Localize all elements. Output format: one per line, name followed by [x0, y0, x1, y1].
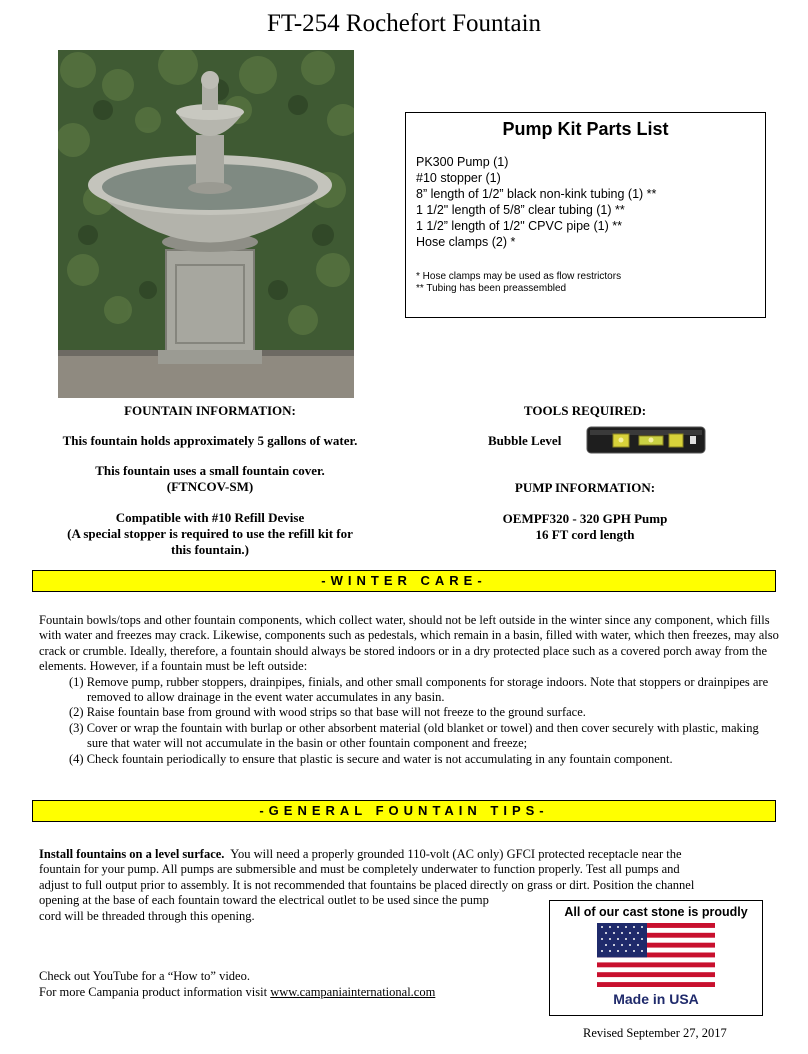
fountain-cover-code: (FTNCOV-SM): [166, 479, 254, 494]
refill-note-line2: this fountain.): [170, 542, 250, 557]
tips-line: fountain for your pump. All pumps are submersible and must be completely underwater to function properly. Test all pumps and: [39, 862, 680, 877]
parts-list: [416, 154, 656, 250]
parts-notes: [416, 271, 621, 295]
tips-lead: Install fountains on a level surface.: [39, 847, 225, 861]
winter-care-banner: -WINTER CARE-: [32, 570, 776, 592]
parts-item: PK300 Pump (1): [416, 155, 509, 169]
pump-cord-length: 16 FT cord length: [535, 527, 635, 542]
refill-compat: Compatible with #10 Refill Devise: [115, 510, 305, 525]
winter-care-intro: Fountain bowls/tops and other fountain components, which collect water, should not be left outside in the winter since any component, which fills with water and freezes may crack. Likewise, components such as pedestals, which remain in a basin, filled with water, which then freezes, may also crack or crumble. Ideally, therefore, a fountain should always be stored indoors or in a dry protected place such as a covered porch away from the elements. However, if a fountain must be left outside:: [39, 613, 779, 674]
us-flag-icon: [597, 923, 715, 992]
bubble-level-icon: [586, 424, 706, 456]
parts-item: 1 1/2” length of 1/2" CPVC pipe (1) **: [416, 219, 622, 233]
youtube-note: Check out YouTube for a “How to” video.: [39, 969, 250, 983]
parts-item: 8” length of 1/2” black non-kink tubing (1) **: [416, 187, 657, 201]
tool-bubble-level: Bubble Level: [488, 433, 562, 448]
parts-note: * Hose clamps may be used as flow restrictors: [416, 271, 622, 282]
fountain-cover-line: This fountain uses a small fountain cover.: [95, 463, 325, 478]
parts-list-heading: Pump Kit Parts List: [502, 119, 669, 139]
winter-step: (1) Remove pump, rubber stoppers, drainpipes, finials, and other small components for storage indoors. Note that stoppers or drainpipes are removed to allow drainage in the event water accumulates in any basin.: [69, 674, 769, 705]
winter-step: (3) Cover or wrap the fountain with burlap or other absorbent material (old blanket or towel) and then cover securely with plastic, making sure that water will not accumulate in the basin or other fountain component and freeze;: [69, 720, 759, 751]
made-in-usa-heading: All of our cast stone is proudly: [564, 905, 748, 919]
fountain-info-heading: FOUNTAIN INFORMATION:: [124, 403, 296, 418]
pump-kit-parts-box: [405, 112, 766, 318]
winter-step: (4) Check fountain periodically to ensure that plastic is secure and water is not accumulating in any fountain component.: [69, 751, 673, 766]
page-title: FT-254 Rochefort Fountain: [266, 10, 542, 37]
tips-line: adjust to full output prior to assembly. It is not recommended that fountains be placed directly on grass or dirt. Position the channel: [39, 877, 695, 892]
revised-date: Revised September 27, 2017: [583, 1026, 727, 1040]
tips-line: cord will be threaded through this opening.: [39, 908, 255, 923]
campania-website-link[interactable]: www.campaniainternational.com: [270, 985, 436, 999]
parts-item: 1 1/2" length of 5/8” clear tubing (1) **: [416, 203, 625, 217]
winter-care-text: [39, 613, 779, 767]
refill-note-line1: (A special stopper is required to use the refill kit for: [67, 526, 353, 541]
made-in-usa-box: [549, 900, 763, 1016]
winter-care-steps: [39, 675, 779, 767]
pump-info-heading: PUMP INFORMATION:: [514, 480, 656, 495]
parts-item: #10 stopper (1): [416, 171, 501, 185]
more-info-prefix: For more Campania product information visit: [39, 985, 271, 999]
parts-note: ** Tubing has been preassembled: [416, 283, 567, 294]
tools-heading: TOOLS REQUIRED:: [523, 403, 647, 418]
made-in-usa-caption: Made in USA: [613, 991, 699, 1007]
winter-step: (2) Raise fountain base from ground with wood strips so that base will not freeze to the ground surface.: [69, 705, 586, 720]
parts-item: Hose clamps (2) *: [416, 235, 516, 249]
tips-line: opening at the base of each fountain toward the electrical outlet to be used since the pump: [39, 893, 489, 908]
fountain-photo: [58, 50, 354, 398]
tips-line: You will need a properly grounded 110-volt (AC only) GFCI protected receptacle near the: [230, 847, 682, 861]
fountain-capacity: This fountain holds approximately 5 gallons of water.: [62, 433, 358, 448]
general-tips-banner: -GENERAL FOUNTAIN TIPS-: [32, 800, 776, 822]
fountain-illustration: [58, 50, 354, 398]
pump-model: OEMPF320 - 320 GPH Pump: [502, 511, 668, 526]
